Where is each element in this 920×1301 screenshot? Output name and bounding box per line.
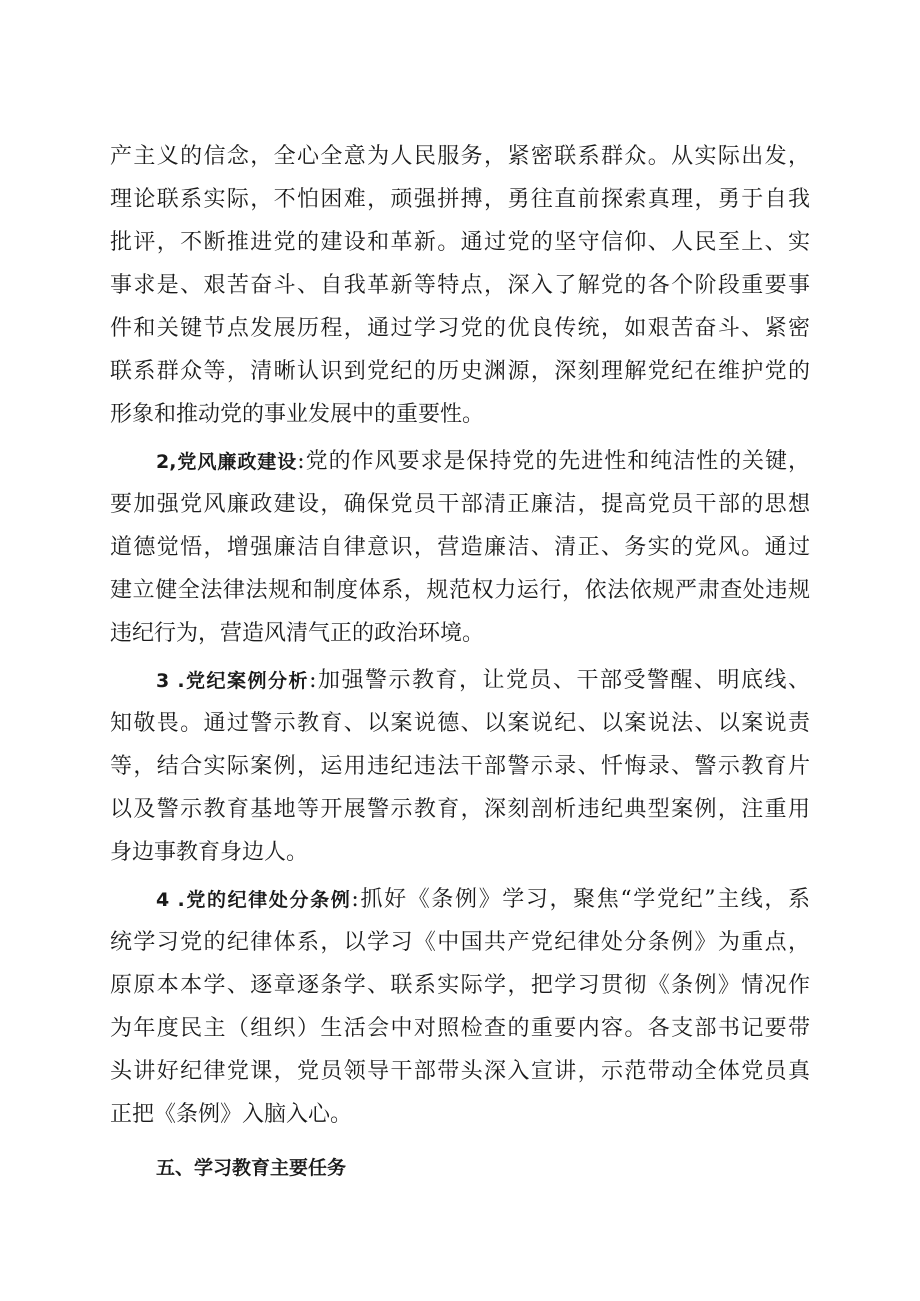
paragraph-line: 要加强党风廉政建设，确保党员干部清正廉洁，提高党员干部的思想 (110, 492, 810, 517)
paragraph-line: 形象和推动党的事业发展中的重要性。 (110, 402, 485, 427)
item-4-heading: 4 .党的纪律处分条例 (156, 889, 352, 911)
item-3-first-line (156, 666, 810, 696)
section-title: 五、学习教育主要任务 (156, 1157, 347, 1179)
item-3-first-text: :加强警示教育，让党员、干部受警醒、明底线、 (309, 668, 810, 693)
paragraph-line: 违纪行为，营造风清气正的政治环境。 (110, 621, 485, 646)
paragraph-line: 身边事教育身边人。 (110, 840, 309, 865)
paragraph-line: 联系群众等，清晰认识到党纪的历史渊源，深刻理解党纪在维护党的 (110, 359, 810, 384)
paragraph-line: 为年度民主（组织）生活会中对照检查的重要内容。各支部书记要带 (110, 1016, 810, 1041)
paragraph-line: 道德觉悟，增强廉洁自律意识，营造廉洁、清正、务实的党风。通过 (110, 535, 810, 560)
paragraph-line: 建立健全法律法规和制度体系，规范权力运行，依法依规严肃查处违规 (110, 578, 810, 603)
item-4-first-line (156, 885, 810, 915)
item-2-heading: 2,党风廉政建设 (156, 451, 298, 473)
item-2-first-line (156, 447, 810, 477)
paragraph-line: 件和关键节点发展历程，通过学习党的优良传统，如艰苦奋斗、紧密 (110, 316, 810, 341)
paragraph-line: 理论联系实际，不怕困难，顽强拼搏，勇往直前探索真理，勇于自我 (110, 187, 810, 212)
paragraph-line: 知敬畏。通过警示教育、以案说德、以案说纪、以案说法、以案说责 (110, 711, 810, 736)
paragraph-line: 统学习党的纪律体系，以学习《中国共产党纪律处分条例》为重点， (110, 930, 810, 955)
paragraph-line: 正把《条例》入脑入心。 (110, 1102, 353, 1127)
paragraph-line: 事求是、艰苦奋斗、自我革新等特点，深入了解党的各个阶段重要事 (110, 273, 810, 298)
item-2-first-text: :党的作风要求是保持党的先进性和纯洁性的关键， (297, 449, 810, 474)
paragraph-line: 原原本本学、逐章逐条学、联系实际学，把学习贯彻《条例》情况作 (110, 973, 810, 998)
paragraph-line: 产主义的信念，全心全意为人民服务，紧密联系群众。从实际出发， (110, 144, 810, 169)
item-3-heading: 3 .党纪案例分析 (156, 670, 310, 692)
paragraph-line: 等，结合实际案例，运用违纪违法干部警示录、忏悔录、警示教育片 (110, 754, 810, 779)
paragraph-line: 头讲好纪律党课，党员领导干部带头深入宣讲，示范带动全体党员真 (110, 1059, 810, 1084)
paragraph-line: 以及警示教育基地等开展警示教育，深刻剖析违纪典型案例，注重用 (110, 797, 810, 822)
item-4-first-text: :抓好《条例》学习，聚焦“学党纪”主线，系 (351, 887, 810, 912)
paragraph-line: 批评，不断推进党的建设和革新。通过党的坚守信仰、人民至上、实 (110, 230, 810, 255)
